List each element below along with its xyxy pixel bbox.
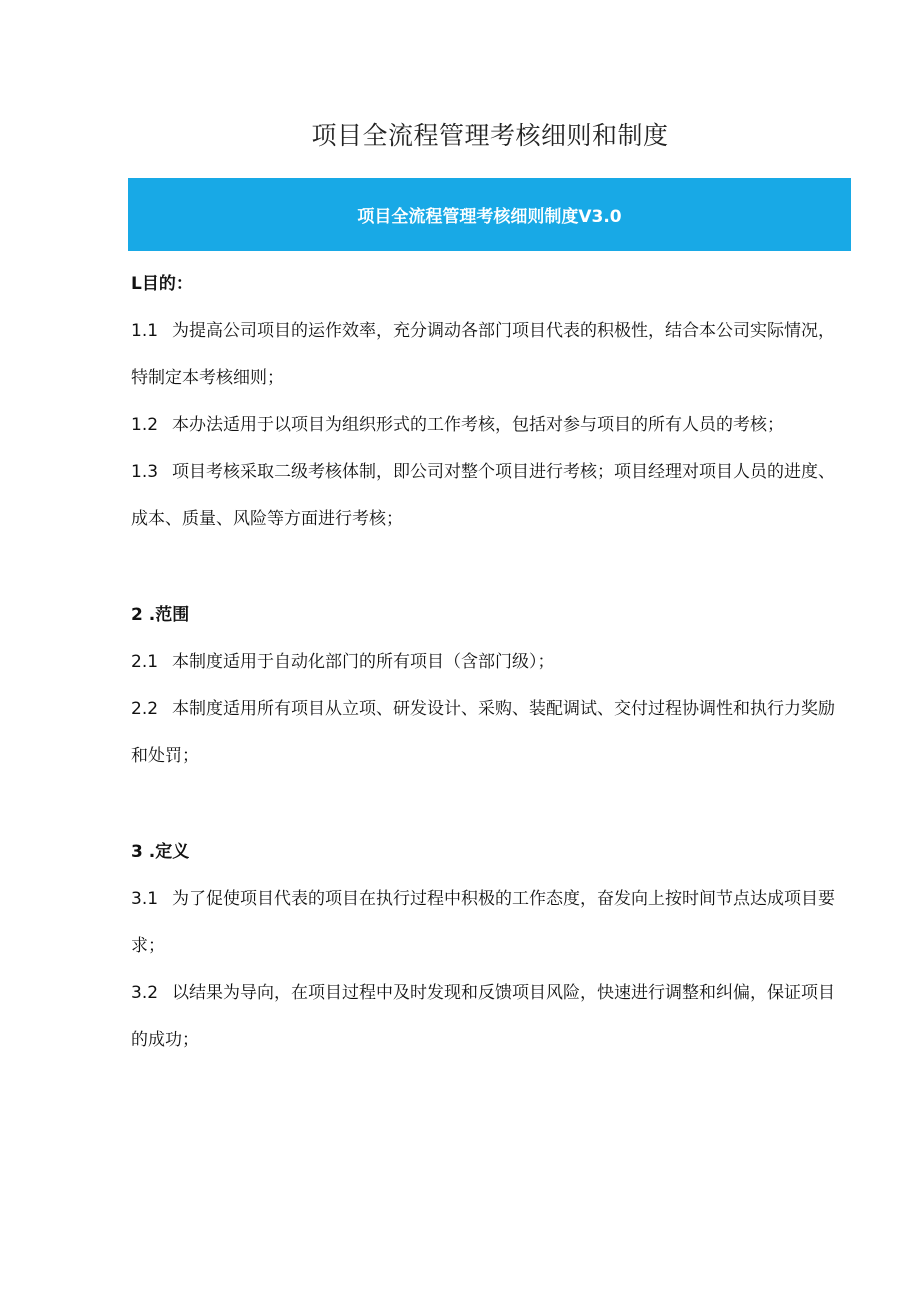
clause-text: 本制度适用于自动化部门的所有项目（含部门级）； bbox=[172, 652, 555, 672]
clause-number: 1.1 bbox=[131, 321, 159, 341]
clause-text: 以结果为导向，在项目过程中及时发现和反馈项目风险，快速进行调整和纠偏，保证项目的成功； bbox=[131, 983, 836, 1050]
clause-number: 1.3 bbox=[131, 462, 159, 482]
clause bbox=[131, 308, 843, 402]
clause-number: 2.1 bbox=[131, 652, 159, 672]
version-banner bbox=[128, 178, 851, 251]
clause-number: 1.2 bbox=[131, 415, 159, 435]
clause bbox=[131, 686, 843, 780]
document-title: 项目全流程管理考核细则和制度 bbox=[311, 121, 669, 150]
clause bbox=[131, 876, 843, 970]
clause-number: 3.1 bbox=[131, 889, 159, 909]
section-purpose bbox=[131, 268, 843, 543]
section-heading: 3 .定义 bbox=[131, 842, 190, 862]
clause-text: 为提高公司项目的运作效率，充分调动各部门项目代表的积极性，结合本公司实际情况，特制定本考核细则； bbox=[131, 321, 836, 388]
clause bbox=[131, 970, 843, 1064]
clause-number: 3.2 bbox=[131, 983, 159, 1003]
document-body bbox=[131, 268, 843, 1064]
clause bbox=[131, 402, 843, 449]
clause bbox=[131, 639, 843, 686]
section-heading: L目的： bbox=[131, 274, 193, 294]
clause-text: 本制度适用所有项目从立项、研发设计、采购、装配调试、交付过程协调性和执行力奖励和处罚； bbox=[131, 699, 836, 766]
clause-number: 2.2 bbox=[131, 699, 159, 719]
clause-text: 项目考核采取二级考核体制，即公司对整个项目进行考核；项目经理对项目人员的进度、成本、质量、风险等方面进行考核； bbox=[131, 462, 836, 529]
section-heading: 2 .范围 bbox=[131, 605, 190, 625]
banner-text: 项目全流程管理考核细则制度V3.0 bbox=[357, 207, 622, 227]
section-scope bbox=[131, 599, 843, 780]
clause-text: 本办法适用于以项目为组织形式的工作考核，包括对参与项目的所有人员的考核； bbox=[172, 415, 785, 435]
clause-text: 为了促使项目代表的项目在执行过程中积极的工作态度，奋发向上按时间节点达成项目要求； bbox=[131, 889, 836, 956]
clause bbox=[131, 449, 843, 543]
section-definition bbox=[131, 836, 843, 1064]
